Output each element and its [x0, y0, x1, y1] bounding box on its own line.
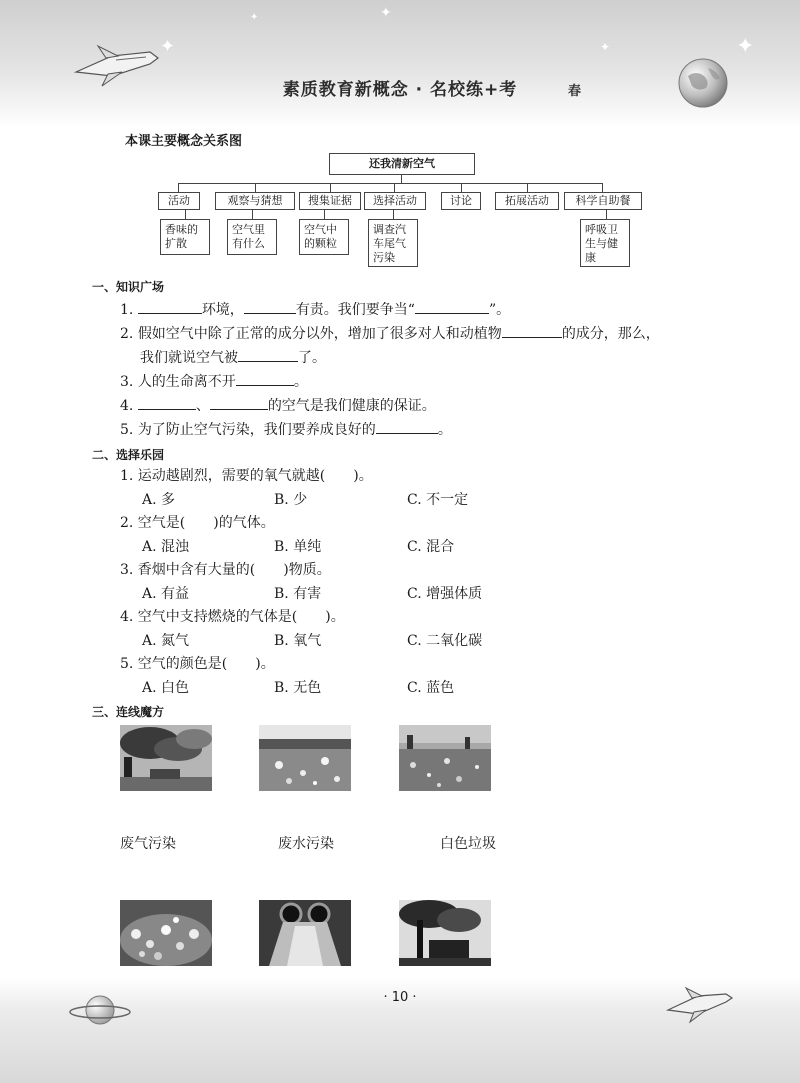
- concept-branch: 活动: [158, 192, 200, 210]
- concept-sub: 香味的扩散: [160, 219, 210, 255]
- match-caption[interactable]: 废气污染: [120, 836, 176, 852]
- answer-blank[interactable]: [376, 419, 438, 434]
- concept-map-title: 本课主要概念关系图: [125, 134, 243, 149]
- choice-option-c[interactable]: C. 不一定: [407, 492, 469, 508]
- choice-question: 5. 空气的颜色是( )。: [120, 656, 275, 672]
- choice-option-b[interactable]: B. 有害: [274, 586, 322, 602]
- choice-option-b[interactable]: B. 无色: [274, 680, 322, 696]
- answer-blank[interactable]: [138, 299, 202, 314]
- star-icon: ✦: [380, 5, 392, 21]
- star-icon: ✦: [736, 34, 755, 59]
- fill-question: 4. 、 的空气是我们健康的保证。: [120, 395, 436, 415]
- answer-blank[interactable]: [238, 347, 298, 362]
- choice-question: 2. 空气是( )的气体。: [120, 515, 275, 531]
- fill-question: 3. 人的生命离不开 。: [120, 371, 308, 391]
- concept-sub: 调查汽车尾气污染: [368, 219, 418, 267]
- choice-option-b[interactable]: B. 单纯: [274, 539, 322, 555]
- answer-blank[interactable]: [415, 299, 489, 314]
- answer-blank[interactable]: [210, 395, 268, 410]
- choice-option-a[interactable]: A. 白色: [142, 680, 190, 696]
- answer-blank[interactable]: [244, 299, 296, 314]
- section-title: 三、连线魔方: [92, 705, 165, 719]
- concept-branch: 讨论: [441, 192, 481, 210]
- fill-question: 1. 环境， 有责。我们要争当“ ”。: [120, 299, 510, 319]
- choice-question: 4. 空气中支持燃烧的气体是( )。: [120, 609, 345, 625]
- plastic-waste-photo[interactable]: [120, 900, 212, 966]
- choice-option-a[interactable]: A. 氮气: [142, 633, 190, 649]
- choice-option-a[interactable]: A. 多: [142, 492, 176, 508]
- section-title: 二、选择乐园: [92, 448, 165, 462]
- concept-branch: 科学自助餐: [564, 192, 642, 210]
- polluted-river-photo[interactable]: [259, 725, 351, 791]
- choice-option-b[interactable]: B. 少: [274, 492, 308, 508]
- fill-question: 2. 假如空气中除了正常的成分以外，增加了很多对人和动植物 的成分，那么，: [120, 323, 660, 343]
- choice-option-c[interactable]: C. 二氧化碳: [407, 633, 483, 649]
- sewage-outlet-photo[interactable]: [259, 900, 351, 966]
- star-icon: ✦: [160, 36, 176, 57]
- choice-option-c[interactable]: C. 增强体质: [407, 586, 483, 602]
- section-title: 一、知识广场: [92, 280, 165, 294]
- fill-question-cont: 我们就说空气被 了。: [140, 347, 326, 367]
- concept-branch: 选择活动: [364, 192, 426, 210]
- choice-option-c[interactable]: C. 混合: [407, 539, 455, 555]
- concept-branch: 拓展活动: [495, 192, 559, 210]
- answer-blank[interactable]: [138, 395, 196, 410]
- match-caption[interactable]: 白色垃圾: [440, 836, 496, 852]
- choice-option-c[interactable]: C. 蓝色: [407, 680, 455, 696]
- concept-root: 还我清新空气: [329, 153, 475, 175]
- answer-blank[interactable]: [502, 323, 562, 338]
- page-number: · 10 ·: [383, 990, 417, 1005]
- answer-blank[interactable]: [236, 371, 294, 386]
- factory-smoke-photo[interactable]: [120, 725, 212, 791]
- concept-sub: 呼吸卫生与健康: [580, 219, 630, 267]
- choice-option-b[interactable]: B. 氧气: [274, 633, 322, 649]
- star-icon: ✦: [250, 12, 259, 23]
- choice-option-a[interactable]: A. 有益: [142, 586, 190, 602]
- concept-sub: 空气中的颗粒: [299, 219, 349, 255]
- choice-option-a[interactable]: A. 混浊: [142, 539, 190, 555]
- match-caption[interactable]: 废水污染: [278, 836, 334, 852]
- header-title: 素质教育新概念 · 名校练+考: [282, 80, 518, 100]
- choice-question: 3. 香烟中含有大量的( )物质。: [120, 562, 331, 578]
- fill-question: 5. 为了防止空气污染，我们要养成良好的 。: [120, 419, 452, 439]
- garbage-field-photo[interactable]: [399, 725, 491, 791]
- concept-branch: 观察与猜想: [215, 192, 295, 210]
- star-icon: ✦: [600, 40, 611, 54]
- season-label: 春: [568, 84, 582, 99]
- choice-question: 1. 运动越剧烈，需要的氧气就越( )。: [120, 468, 373, 484]
- chimney-smoke-photo[interactable]: [399, 900, 491, 966]
- concept-sub: 空气里有什么: [227, 219, 277, 255]
- concept-branch: 搜集证据: [299, 192, 361, 210]
